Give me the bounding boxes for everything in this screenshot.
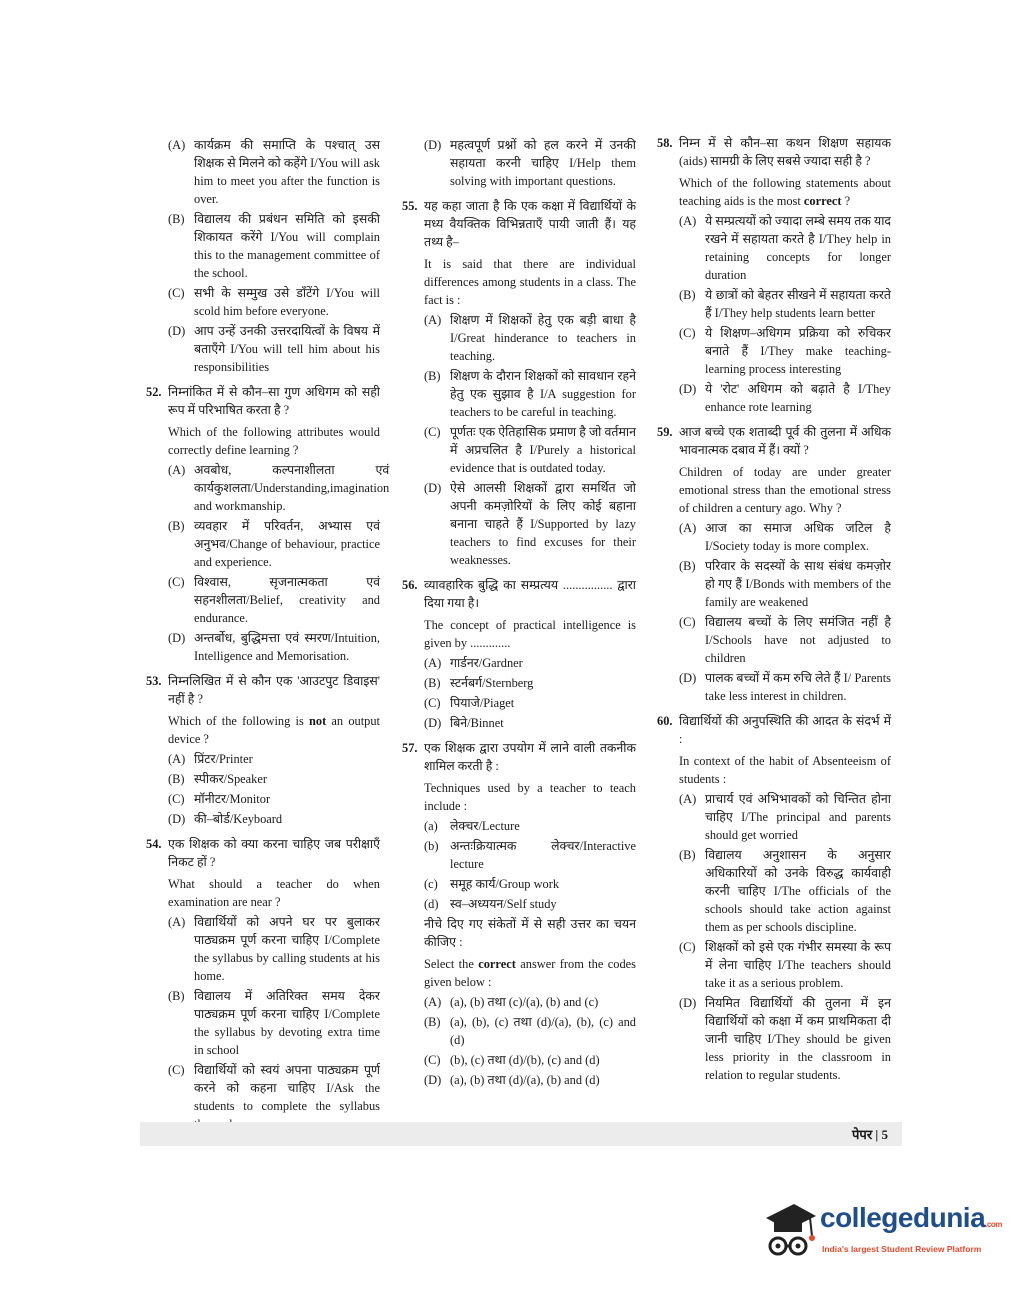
option-text: कार्यक्रम की समाप्ति के पश्चात् उस शिक्षक से मिलने को कहेंगे I/You will ask him to meet you after the function is over. [194,138,380,206]
option-letter: (A) [424,313,442,327]
option-text: की–बोर्ड/Keyboard [194,812,283,826]
option-text: प्राचार्य एवं अभिभावकों को चिन्तित होना चाहिए I/The principal and parents should get worried [705,792,891,842]
option-text: विश्वास, सृजनात्मकता एवं सहनशीलता/Belief, creativity and endurance. [194,575,380,625]
answer-option [402,817,636,835]
option-text: (a), (b), (c) तथा (d)/(a), (b), (c) and (d) [450,1015,636,1047]
option-text: समूह कार्य/Group work [450,877,560,891]
answer-option [657,380,891,416]
option-text: आप उन्हें उनकी उत्तरदायित्वों के विषय में बताएँगे I/You will tell him about his responsibilities [194,324,380,374]
option-letter: (d) [424,897,439,911]
question-text-hindi: निम्नांकित में से कौन–सा गुण अधिगम को सही रूप में परिभाषित करता है ? [168,385,380,417]
option-letter: (C) [168,1063,185,1077]
option-text: स्व–अध्ययन/Self study [450,897,557,911]
answer-option [402,423,636,477]
codes-instruction [402,915,636,991]
option-letter: (A) [679,214,697,228]
question-text-english: The concept of practical intelligence is given by ............. [424,618,636,650]
option-letter: (C) [679,940,696,954]
option-letter: (D) [679,996,697,1010]
option-letter: (C) [168,575,185,589]
answer-option [657,519,891,555]
option-text: गार्डनर/Gardner [450,656,523,670]
option-text: बिने/Binnet [450,716,504,730]
codes-text-hindi: नीचे दिए गए संकेतों में से सही उत्तर का चयन कीजिए : [424,917,636,949]
answer-option [402,694,636,712]
question-text-english: What should a teacher do when examination are near ? [168,877,380,909]
question-59 [657,423,891,705]
option-letter: (C) [168,286,185,300]
brand-tagline: India's largest Student Review Platform [822,1244,982,1254]
question-53 [146,672,380,828]
question-54-continued [402,136,636,190]
option-text: अवबोध, कल्पनाशीलता एवं कार्यकुशलता/Understanding,imagination and workmanship. [194,463,390,513]
brand-name: collegedunia.com [820,1202,1002,1233]
answer-option [146,629,380,665]
answer-option [657,557,891,611]
option-text: स्टर्नबर्ग/Sternberg [450,676,534,690]
answer-option [146,284,380,320]
answer-option [402,1051,636,1069]
question-text-english: Techniques used by a teacher to teach include : [424,781,636,813]
question-text-hindi: आज बच्चे एक शताब्दी पूर्व की तुलना में अधिक भावनात्मक दबाव में हैं। क्यों ? [679,425,891,457]
answer-option [402,136,636,190]
answer-option [657,613,891,667]
answer-option [402,311,636,365]
option-text: पालक बच्चों में कम रुचि लेते हैं I/ Parents take less interest in children. [705,671,891,703]
column-1 [146,134,390,1140]
option-text: ये 'रोट' अधिगम को बढ़ाते है I/They enhance rote learning [705,382,891,414]
question-text-english: Which of the following is not an output device ? [168,714,380,746]
question-text-hindi: निम्नलिखित में से कौन एक 'आउटपुट डिवाइस' नहीं है ? [168,674,380,706]
collegedunia-logo [760,1196,1000,1266]
option-text: विद्यालय की प्रबंधन समिति को इसकी शिकायत करेंगे I/You will complain this to the management committee of the school. [194,212,380,280]
option-text: ऐसे आलसी शिक्षकों द्वारा समर्थित जो अपनी कमज़ोरियों के लिए कोई बहाना बनाना चाहते हैं I/Supported by lazy teachers to find excuses for their weaknesses. [450,481,636,567]
question-text-english: Children of today are under greater emotional stress than the emotional stress of children a century ago. Why ? [679,465,891,515]
question-57 [402,739,636,1089]
option-letter: (A) [679,521,697,535]
option-letter: (C) [424,425,441,439]
option-text: अन्तःक्रियात्मक लेक्चर/Interactive lecture [450,839,636,871]
option-letter: (A) [168,138,186,152]
page-number: पेपर | 5 [852,1127,888,1142]
answer-option [402,993,636,1011]
option-letter: (a) [424,819,438,833]
option-letter: (B) [679,559,696,573]
option-text: ये सम्प्रत्ययों को ज्यादा लम्बे समय तक याद रखने में सहायता करते है I/They help in retaining concepts for longer duration [705,214,891,282]
question-52 [146,383,390,665]
answer-option [657,286,891,322]
option-letter: (D) [679,671,697,685]
answer-option [146,461,390,515]
question-number: 54. [146,837,162,851]
graduate-face-icon [760,1196,818,1262]
answer-option [402,654,636,672]
answer-option [146,770,380,788]
option-letter: (C) [168,792,185,806]
question-text-english: It is said that there are individual differences among students in a class. The fact is : [424,257,636,307]
option-text: (a), (b) तथा (c)/(a), (b) and (c) [450,995,599,1009]
question-text-hindi: निम्न में से कौन–सा कथन शिक्षण सहायक (aids) सामग्री के लिए सबसे ज्यादा सही है ? [679,136,891,168]
question-text-hindi: विद्यार्थियों की अनुपस्थिति की आदत के संदर्भ में : [679,714,891,746]
option-letter: (B) [679,288,696,302]
question-text-english: In context of the habit of Absenteeism of students : [679,754,891,786]
question-number: 53. [146,674,162,688]
option-text: ये शिक्षण–अधिगम प्रक्रिया को रुचिकर बनाते हैं I/They make teaching-learning process interesting [705,326,891,376]
answer-option [657,669,891,705]
question-number: 57. [402,741,418,755]
option-letter: (C) [679,615,696,629]
question-text-hindi: व्यावहारिक बुद्धि का सम्प्रत्यय ................ द्वारा दिया गया है। [424,578,636,610]
option-text: शिक्षकों को इसे एक गंभीर समस्या के रूप में लेना चाहिए I/The teachers should take it as a serious problem. [705,940,891,990]
question-60 [657,712,891,1084]
option-text: आज का समाज अधिक जटिल है I/Society today is more complex. [705,521,891,553]
answer-option [402,1071,636,1089]
answer-option [402,479,636,569]
option-letter: (A) [679,792,697,806]
option-letter: (D) [168,812,186,826]
question-51-continued [146,136,380,376]
option-letter: (b) [424,839,439,853]
option-letter: (A) [168,915,186,929]
answer-option [402,1013,636,1049]
option-text: महत्वपूर्ण प्रश्नों को हल करने में उनकी सहायता करनी चाहिए I/Help them solving with important questions. [450,138,636,188]
option-text: परिवार के सदस्यों के साथ संबंध कमज़ोर हो गए हैं I/Bonds with members of the family are weakened [705,559,891,609]
option-letter: (C) [679,326,696,340]
option-letter: (D) [424,1073,442,1087]
answer-option [146,810,380,828]
option-letter: (B) [679,848,696,862]
option-letter: (B) [168,519,185,533]
question-number: 52. [146,385,162,399]
option-text: सभी के सम्मुख उसे डाँटेंगे I/You will scold him before everyone. [194,286,380,318]
option-text: पूर्णतः एक ऐतिहासिक प्रमाण है जो वर्तमान में अप्रचलित है I/Purely a historical evidence that is outdated today. [450,425,636,475]
answer-option [402,714,636,732]
answer-option [657,212,891,284]
answer-option [657,938,891,992]
answer-option [146,517,380,571]
option-text: मॉनीटर/Monitor [194,792,271,806]
option-letter: (B) [168,212,185,226]
option-letter: (D) [424,138,442,152]
answer-option [402,674,636,692]
answer-option [657,994,891,1084]
option-text: ये छात्रों को बेहतर सीखने में सहायता करते हैं I/They help students learn better [705,288,891,320]
column-3 [657,134,891,1091]
question-text-hindi: एक शिक्षक को क्या करना चाहिए जब परीक्षाएँ निकट हों ? [168,837,380,869]
question-55 [402,197,636,569]
option-letter: (A) [168,752,186,766]
option-letter: (B) [424,369,441,383]
question-text-hindi: यह कहा जाता है कि एक कक्षा में विद्यार्थियों के मध्य वैयक्तिक विभिन्नताएँ पायी जाती हैं। यह तथ्य है– [424,199,636,249]
answer-option [146,987,380,1059]
question-number: 60. [657,714,673,728]
answer-option [146,322,380,376]
option-letter: (D) [168,324,186,338]
option-text: विद्यालय में अतिरिक्त समय देकर पाठ्यक्रम पूर्ण करना चाहिए I/Complete the syllabus by devoting extra time in school [194,989,380,1057]
option-text: शिक्षण के दौरान शिक्षकों को सावधान रहने हेतु एक सुझाव है I/A suggestion for teachers to be careful in teaching. [450,369,636,419]
answer-option [146,136,380,208]
option-text: अन्तर्बोध, बुद्धिमत्ता एवं स्मरण/Intuition, Intelligence and Memorisation. [194,631,380,663]
option-letter: (A) [424,995,442,1009]
option-letter: (B) [424,676,441,690]
answer-option [146,750,380,768]
option-text: प्रिंटर/Printer [194,752,253,766]
question-text-english: Which of the following attributes would correctly define learning ? [168,425,380,457]
option-letter: (B) [424,1015,441,1029]
option-letter: (c) [424,877,438,891]
answer-option [146,210,380,282]
answer-option [146,913,380,985]
answer-option [402,837,636,873]
option-text: (b), (c) तथा (d)/(b), (c) and (d) [450,1053,600,1067]
question-56 [402,576,636,732]
option-letter: (C) [424,1053,441,1067]
answer-option [146,573,380,627]
question-number: 55. [402,199,418,213]
option-letter: (D) [168,631,186,645]
answer-option [146,790,380,808]
option-text: पियाजे/Piaget [450,696,515,710]
question-number: 56. [402,578,418,592]
option-letter: (B) [168,772,185,786]
option-text: नियमित विद्यार्थियों की तुलना में इन विद्यार्थियों को कक्षा में कम प्राथमिकता दी जानी चाहिए I/They should be given less priority in the classroom in relation to regular students. [705,996,891,1082]
option-text: व्यवहार में परिवर्तन, अभ्यास एवं अनुभव/Change of behaviour, practice and experience. [194,519,380,569]
answer-option [657,846,891,936]
question-text-english: Which of the following statements about teaching aids is the most correct ? [679,176,891,208]
answer-option [657,790,891,844]
question-58 [657,134,891,416]
question-number: 58. [657,136,673,150]
option-text: विद्यार्थियों को अपने घर पर बुलाकर पाठ्यक्रम पूर्ण करना चाहिए I/Complete the syllabus by calling students at his home. [194,915,380,983]
option-text: (a), (b) तथा (d)/(a), (b) and (d) [450,1073,600,1087]
question-text-hindi: एक शिक्षक द्वारा उपयोग में लाने वाली तकनीक शामिल करती है : [424,741,636,773]
option-text: शिक्षण में शिक्षकों हेतु एक बड़ी बाधा है I/Great hinderance to teachers in teaching. [450,313,636,363]
option-letter: (A) [168,463,186,477]
answer-option [402,367,636,421]
answer-option [657,324,891,378]
option-letter: (A) [424,656,442,670]
option-text: लेक्चर/Lecture [450,819,520,833]
option-letter: (D) [424,481,442,495]
question-54 [146,835,380,1133]
answer-option [402,875,636,893]
column-2 [402,134,636,1096]
option-text: विद्यार्थियों को स्वयं अपना पाठ्यक्रम पूर्ण करने को कहना चाहिए I/Ask the students to complete the syllabus [194,1063,380,1113]
option-letter: (D) [679,382,697,396]
question-number: 59. [657,425,673,439]
option-letter: (D) [424,716,442,730]
codes-text-english: Select the correct answer from the codes given below : [424,957,636,989]
footer-bar [140,1122,902,1146]
option-letter: (B) [168,989,185,1003]
option-text: विद्यालय अनुशासन के अनुसार अधिकारियों को उनके विरुद्ध कार्यवाही करनी चाहिए I/The officials of the schools should take action against them as per schools discipline. [705,848,891,934]
option-text: स्पीकर/Speaker [194,772,267,786]
answer-option [402,895,636,913]
option-letter: (C) [424,696,441,710]
option-text: विद्यालय बच्चों के लिए समंजित नहीं है I/Schools have not adjusted to children [705,615,891,665]
